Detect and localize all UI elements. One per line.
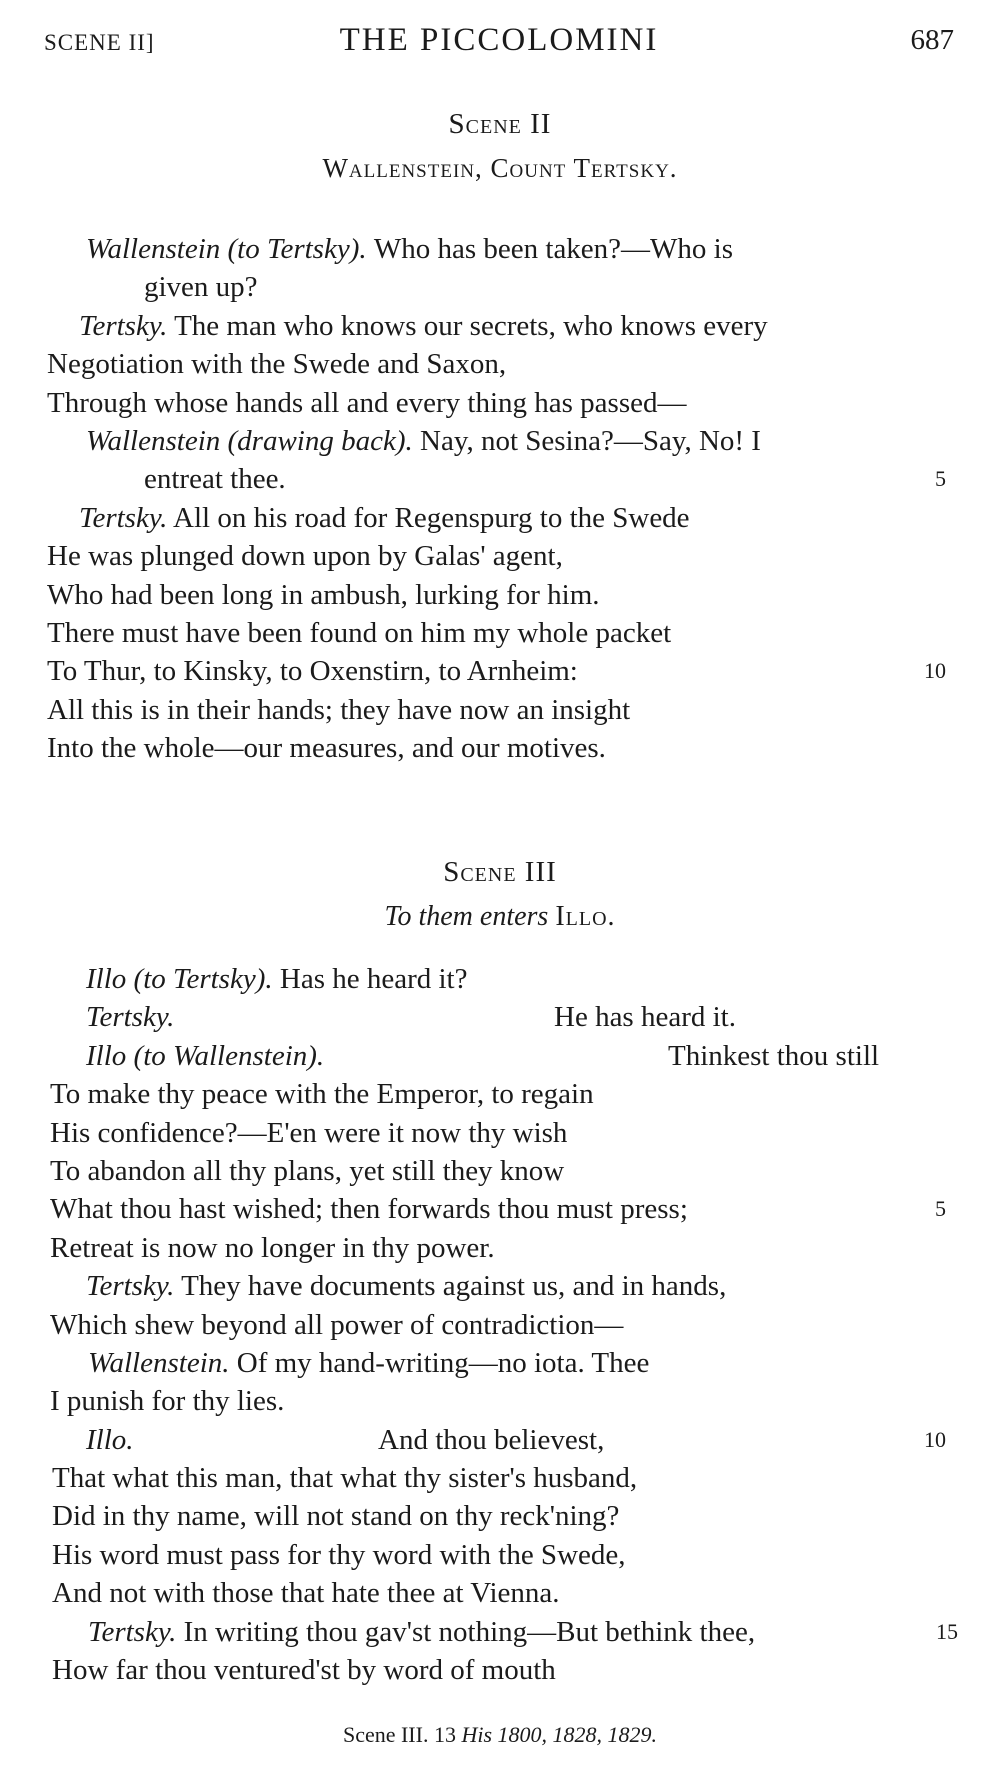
footnote-number: 13 — [433, 1722, 456, 1747]
line-text: His confidence?—E'en were it now thy wish — [50, 1116, 568, 1149]
line-number: 5 — [935, 1196, 946, 1222]
speaker-name: Wallenstein — [86, 424, 221, 457]
verse-line — [0, 652, 1000, 690]
line-text: Thinkest thou still — [668, 1039, 880, 1072]
line-text: He has heard it. — [554, 1001, 736, 1034]
line-number: 10 — [924, 1426, 946, 1452]
scene-3-verse — [0, 960, 1000, 1689]
speaker-name: Wallenstein. — [88, 1346, 230, 1379]
line-text: In writing thou gav'st nothing—But bethink thee, — [176, 1615, 756, 1648]
line-text: given up? — [144, 271, 258, 304]
line-text: What thou hast wished; then forwards thou must press; — [50, 1193, 688, 1226]
verse-line — [0, 1267, 1000, 1305]
speaker-name: Illo. — [86, 1423, 134, 1456]
line-text: Which shew beyond all power of contradiction— — [50, 1308, 624, 1341]
line-text: That what this man, that what thy sister's husband, — [52, 1462, 638, 1495]
stage-direction: (to Tertsky). — [126, 963, 280, 995]
verse-line — [0, 1075, 1000, 1113]
line-text: Nay, not Sesina?—Say, No! I — [420, 424, 761, 457]
verse-line — [0, 460, 1000, 498]
line-text: And not with those that hate thee at Vienna. — [52, 1577, 560, 1610]
speaker-name: Illo — [86, 1039, 127, 1072]
verse-line — [0, 1114, 1000, 1152]
line-text: All on his road for Regenspurg to the Swede — [167, 501, 690, 534]
verse-line — [0, 422, 1000, 460]
running-head-title: THE PICCOLOMINI — [339, 22, 659, 58]
verse-line — [0, 1190, 1000, 1228]
footnote — [0, 1722, 1000, 1748]
verse-line — [0, 1459, 1000, 1497]
verse-line — [0, 1152, 1000, 1190]
verse-line — [0, 537, 1000, 575]
speaker-name: Illo — [86, 963, 127, 995]
line-text: entreat thee. — [144, 463, 286, 496]
scene-heading: Scene III — [443, 856, 557, 888]
verse-line — [0, 1344, 1000, 1382]
verse-line — [0, 499, 1000, 537]
line-number: 15 — [936, 1618, 958, 1644]
verse-line — [0, 614, 1000, 652]
line-text: Of my hand-writing—no iota. Thee — [229, 1346, 650, 1379]
verse-line — [0, 1574, 1000, 1612]
speaker-name: Tertsky. — [79, 309, 168, 342]
line-text: To make thy peace with the Emperor, to regain — [50, 1078, 594, 1111]
verse-line — [0, 1037, 1000, 1075]
verse-line — [0, 230, 1000, 268]
line-text: To Thur, to Kinsky, to Oxenstirn, to Arnheim: — [47, 655, 578, 688]
verse-line — [0, 1229, 1000, 1267]
speaker-name: Tertsky. — [86, 1270, 175, 1303]
verse-line — [0, 307, 1000, 345]
line-text: How far thou ventured'st by word of mouth — [52, 1654, 556, 1687]
line-number: 5 — [935, 466, 946, 492]
verse-line — [0, 998, 1000, 1036]
scene-persons: Wallenstein, Count Tertsky. — [322, 153, 678, 183]
line-text: Into the whole—our measures, and our motives. — [47, 732, 606, 765]
verse-line — [0, 268, 1000, 306]
line-text: Through whose hands all and every thing has passed— — [47, 386, 687, 419]
running-head-section: SCENE II] — [44, 30, 155, 55]
entrance-prefix: To them enters — [384, 901, 549, 932]
line-text: All this is in their hands; they have now an insight — [47, 693, 631, 726]
verse-line — [0, 1382, 1000, 1420]
line-text: He was plunged down upon by Galas' agent, — [47, 540, 563, 573]
scene-2 — [0, 108, 1000, 184]
scene-entrance — [0, 901, 1000, 933]
entrance-name: Illo. — [555, 901, 616, 932]
speaker-name: Tertsky. — [79, 501, 168, 534]
verse-line — [0, 1306, 1000, 1344]
line-text: His word must pass for thy word with the Swede, — [52, 1538, 626, 1571]
footnote-label: Scene III. — [342, 1722, 429, 1747]
stage-direction: (drawing back). — [220, 424, 421, 457]
page-number: 687 — [910, 24, 954, 56]
verse-line — [0, 691, 1000, 729]
speaker-name: Tertsky. — [86, 1001, 175, 1034]
line-number: 10 — [924, 658, 946, 684]
line-text: Who had been long in ambush, lurking for him. — [47, 578, 600, 611]
line-text: Negotiation with the Swede and Saxon, — [47, 348, 507, 381]
line-text: Who has been taken?—Who is — [373, 233, 734, 265]
verse-line — [0, 960, 1000, 998]
verse-line — [0, 1421, 1000, 1459]
line-text: To abandon all thy plans, yet still they know — [50, 1154, 565, 1187]
verse-line — [0, 729, 1000, 767]
footnote-text: His 1800, 1828, 1829. — [461, 1722, 658, 1747]
line-text: There must have been found on him my whole packet — [47, 616, 672, 649]
line-text: They have documents against us, and in hands, — [174, 1270, 727, 1303]
scene-heading: Scene II — [448, 108, 552, 140]
verse-line — [0, 1497, 1000, 1535]
line-text: Did in thy name, will not stand on thy reck'ning? — [52, 1500, 620, 1533]
line-text: I punish for thy lies. — [50, 1385, 285, 1418]
speaker-name: Tertsky. — [88, 1615, 177, 1648]
verse-line — [0, 1651, 1000, 1689]
line-text: Has he heard it? — [279, 963, 468, 995]
line-text: The man who knows our secrets, who knows every — [167, 309, 768, 342]
line-text: Retreat is now no longer in thy power. — [50, 1231, 495, 1264]
line-text: And thou believest, — [378, 1423, 605, 1456]
verse-line — [0, 345, 1000, 383]
scene-3 — [0, 856, 1000, 933]
verse-line — [0, 384, 1000, 422]
verse-line — [0, 576, 1000, 614]
stage-direction: (to Wallenstein). — [126, 1039, 325, 1072]
verse-line — [0, 1613, 1000, 1651]
running-head — [44, 22, 954, 62]
verse-line — [0, 1536, 1000, 1574]
speaker-name: Wallenstein — [86, 233, 221, 265]
scene-2-verse — [0, 230, 1000, 767]
stage-direction: (to Tertsky). — [220, 233, 374, 265]
